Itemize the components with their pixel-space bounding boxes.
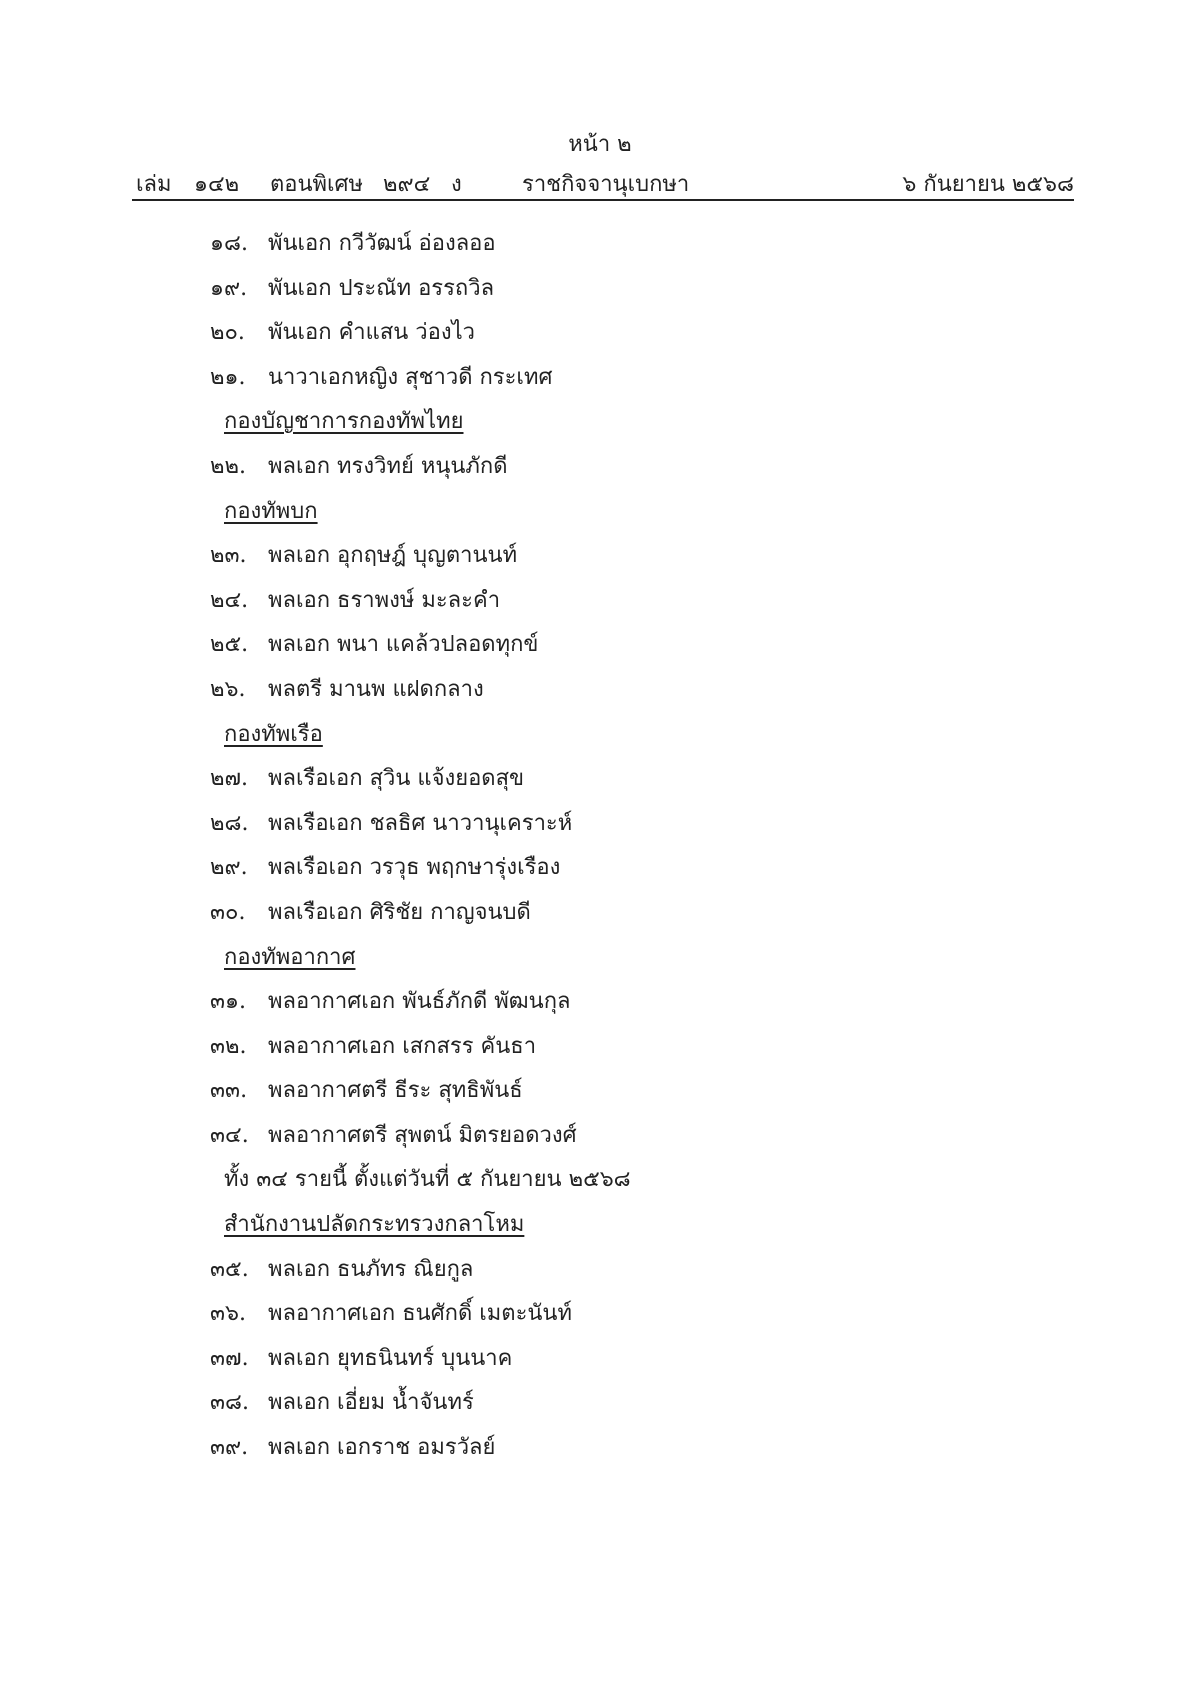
item-number: ๓๓. (210, 1078, 248, 1104)
item-number: ๓๖. (210, 1301, 246, 1327)
item-name: พลตรี มานพ แฝดกลาง (268, 676, 484, 702)
list-item (0, 356, 1200, 401)
section-heading-text: กองทัพบก (224, 498, 318, 524)
item-name: พลเอก ธนภัทร ณิยกูล (268, 1256, 474, 1282)
section-heading-text: สำนักงานปลัดกระทรวงกลาโหม (224, 1212, 525, 1238)
header-date: ๖ กันยายน ๒๕๖๘ (902, 172, 1074, 197)
item-number: ๒๖. (210, 676, 246, 702)
list-item (0, 1337, 1200, 1382)
item-name: พลอากาศเอก พันธ์ภักดี พัฒนกุล (268, 989, 571, 1015)
header-volume-label: เล่ม (136, 172, 172, 197)
item-name: พลเอก อุกฤษฎ์ บุญตานนท์ (268, 543, 518, 569)
list-item (0, 1292, 1200, 1337)
item-number: ๒๔. (210, 587, 249, 613)
list-item (0, 579, 1200, 624)
running-header (136, 166, 1074, 198)
list-item (0, 846, 1200, 891)
item-name: นาวาเอกหญิง สุชาวดี กระเทศ (268, 364, 553, 390)
header-divider (132, 199, 1074, 201)
item-number: ๓๒. (210, 1033, 247, 1059)
section-heading (0, 1203, 1200, 1248)
item-number: ๓๔. (210, 1122, 249, 1148)
list-item (0, 757, 1200, 802)
list-item (0, 980, 1200, 1025)
item-number: ๒๙. (210, 855, 248, 881)
item-name: พลเอก พนา แคล้วปลอดทุกข์ (268, 632, 539, 658)
section-heading (0, 490, 1200, 535)
list-item (0, 802, 1200, 847)
item-name: พลเรือเอก ชลธิศ นาวานุเคราะห์ (268, 810, 573, 836)
list-item (0, 891, 1200, 936)
item-number: ๒๑. (210, 364, 246, 390)
appointment-list (0, 222, 1200, 1471)
item-name: พลเอก ทรงวิทย์ หนุนภักดี (268, 453, 508, 479)
item-number: ๓๙. (210, 1435, 249, 1461)
summary-text: ทั้ง ๓๔ รายนี้ ตั้งแต่วันที่ ๕ กันยายน ๒๕๖๘ (224, 1167, 631, 1193)
item-name: พลเอก ยุทธนินทร์ บุนนาค (268, 1345, 513, 1371)
section-heading (0, 936, 1200, 981)
item-number: ๑๘. (210, 231, 248, 256)
list-item (0, 1114, 1200, 1159)
header-volume-number: ๑๔๒ (194, 172, 240, 197)
header-gazette-title: ราชกิจจานุเบกษา (522, 172, 690, 197)
list-item (0, 534, 1200, 579)
item-number: ๓๕. (210, 1256, 249, 1282)
section-heading-text: กองทัพอากาศ (224, 944, 356, 970)
list-item (0, 1381, 1200, 1426)
item-name: พันเอก ประณัท อรรถวิล (268, 275, 495, 301)
item-number: ๓๘. (210, 1390, 250, 1416)
list-item (0, 1426, 1200, 1471)
item-number: ๒๒. (210, 453, 246, 479)
section-heading (0, 713, 1200, 758)
item-number: ๒๗. (210, 766, 249, 792)
section-heading-text: กองทัพเรือ (224, 721, 323, 747)
item-name: พลเอก ธราพงษ์ มะละคำ (268, 587, 501, 613)
item-number: ๓๗. (210, 1345, 249, 1371)
item-number: ๒๘. (210, 810, 249, 836)
item-number: ๒๐. (210, 320, 245, 346)
page-number: หน้า ๒ (568, 132, 632, 157)
list-item (0, 222, 1200, 267)
list-item (0, 1025, 1200, 1070)
header-issue-number: ๒๙๔ (383, 172, 431, 197)
item-name: พลเรือเอก สุวิน แจ้งยอดสุข (268, 766, 525, 792)
list-item (0, 445, 1200, 490)
list-item (0, 623, 1200, 668)
item-number: ๒๕. (210, 632, 249, 658)
item-name: พลอากาศเอก เสกสรร คันธา (268, 1033, 537, 1059)
section-heading-text: กองบัญชาการกองทัพไทย (224, 409, 464, 435)
item-name: พันเอก กวีวัฒน์ อ่องลออ (268, 231, 496, 256)
item-name: พลเอก เอี่ยม น้ำจันทร์ (268, 1390, 474, 1416)
header-issue-label: ตอนพิเศษ (270, 172, 364, 197)
item-number: ๒๓. (210, 543, 247, 569)
summary-line (0, 1158, 1200, 1203)
list-item (0, 267, 1200, 312)
list-item (0, 311, 1200, 356)
item-name: พลเรือเอก ศิริชัย กาญจนบดี (268, 899, 531, 925)
item-number: ๓๐. (210, 899, 246, 925)
item-number: ๑๙. (210, 275, 248, 301)
item-name: พลอากาศเอก ธนศักดิ์ เมตะนันท์ (268, 1301, 572, 1327)
list-item (0, 668, 1200, 713)
item-name: พลอากาศตรี ธีระ สุทธิพันธ์ (268, 1078, 523, 1104)
list-item (0, 1069, 1200, 1114)
header-section: ง (451, 172, 462, 197)
section-heading (0, 400, 1200, 445)
item-name: พันเอก คำแสน ว่องไว (268, 320, 476, 346)
list-item (0, 1248, 1200, 1293)
item-name: พลเอก เอกราช อมรวัลย์ (268, 1435, 496, 1461)
item-name: พลอากาศตรี สุพตน์ มิตรยอดวงศ์ (268, 1122, 577, 1148)
item-name: พลเรือเอก วรวุธ พฤกษารุ่งเรือง (268, 855, 561, 881)
item-number: ๓๑. (210, 989, 246, 1015)
